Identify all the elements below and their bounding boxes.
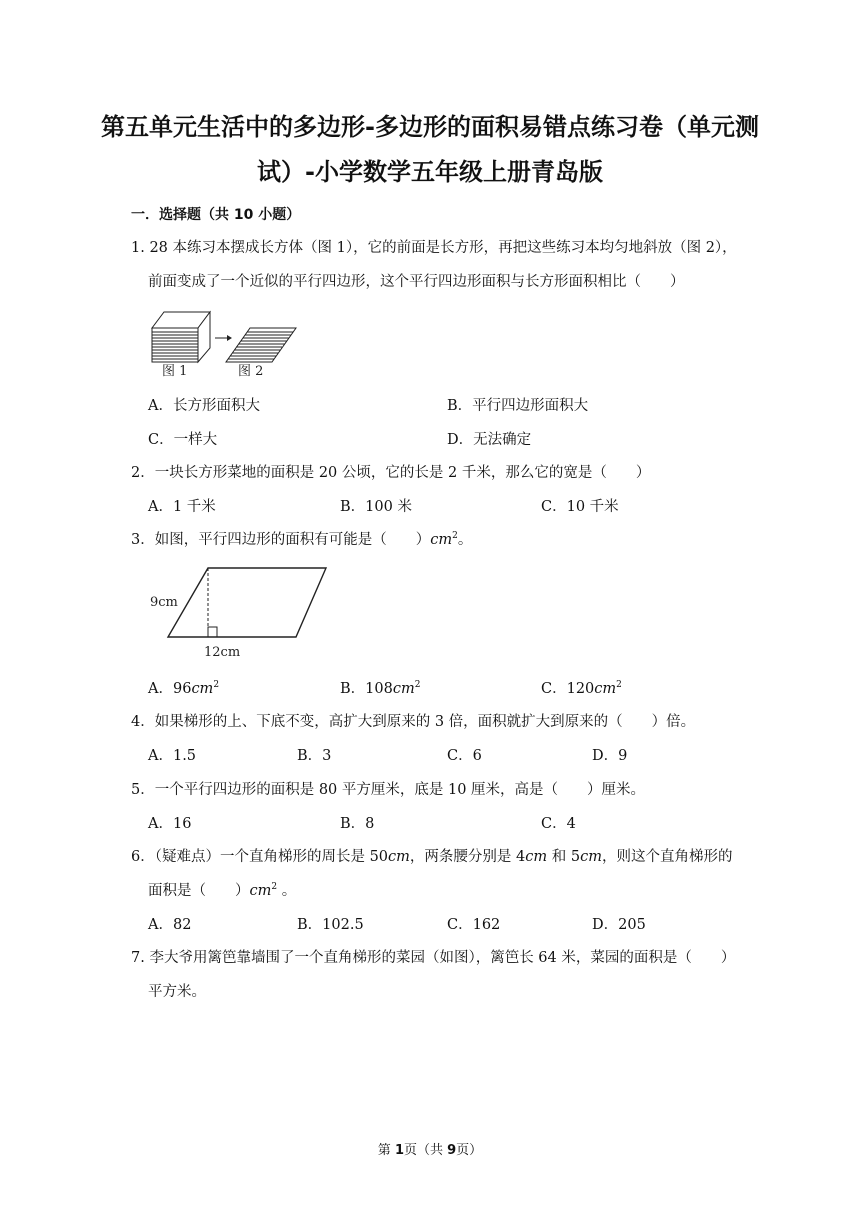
q3-unit: cm — [430, 532, 453, 548]
doc-title-line-2: 试）-小学数学五年级上册青岛版 — [257, 158, 603, 186]
q3-base-label: 12cm — [204, 645, 241, 660]
q3-option-c-label: C．120 — [541, 681, 595, 697]
q7-text-line-1: 7. 李大爷用篱笆靠墙围了一个直角梯形的菜园（如图），篱笆长 64 米，菜园的面积是（ ） — [131, 950, 736, 966]
q3-option-a-exp: 2 — [213, 680, 220, 691]
q6-option-b[interactable]: B．102.5 — [297, 917, 364, 933]
q3-text-end: 。 — [457, 532, 473, 548]
q3-option-c[interactable] — [541, 677, 622, 698]
q6-text-a: 6．（疑难点）一个直角梯形的周长是 50 — [131, 849, 389, 865]
q6-text-c: 和 5 — [547, 849, 581, 865]
footer-text-b: 页（共 — [403, 1143, 448, 1158]
q6-text-f: 。 — [277, 883, 297, 899]
q1-option-a[interactable]: A．长方形面积大 — [148, 398, 260, 414]
page-footer — [0, 1139, 860, 1158]
q6-unit-exp: 2 — [271, 882, 278, 893]
q6-option-c[interactable]: C．162 — [447, 917, 501, 933]
q6-option-d[interactable]: D．205 — [592, 917, 646, 933]
q6-unit-3: cm — [580, 849, 602, 865]
footer-page-number: 1 — [394, 1143, 404, 1158]
q3-option-c-exp: 2 — [616, 680, 622, 691]
footer-text-a: 第 — [377, 1143, 395, 1158]
footer-total-pages: 9 — [447, 1143, 457, 1158]
q5-text-line-1: 5．一个平行四边形的面积是 80 平方厘米，底是 10 厘米，高是（ ）厘米。 — [131, 782, 646, 798]
q4-text-line-1: 4．如果梯形的上、下底不变，高扩大到原来的 3 倍，面积就扩大到原来的（ ）倍。 — [131, 714, 696, 730]
footer-text-c: 页） — [456, 1143, 483, 1158]
q3-option-a-unit: cm — [191, 681, 214, 697]
q3-option-a[interactable] — [148, 677, 219, 698]
q1-arrow-icon — [215, 335, 232, 341]
q6-text-line-2 — [148, 879, 296, 900]
q1-figure-1-box — [152, 312, 210, 362]
q1-option-d[interactable]: D．无法确定 — [447, 432, 532, 448]
q1-text-line-2: 前面变成了一个近似的平行四边形，这个平行四边形面积与长方形面积相比（ ） — [148, 274, 685, 290]
q1-text-line-1: 1. 28 本练习本摆成长方体（图 1），它的前面是长方形，再把这些练习本均匀地斜放（图 2）， — [131, 240, 737, 256]
q3-option-b-unit: cm — [392, 681, 415, 697]
q3-unit-exp: 2 — [452, 531, 458, 542]
q3-option-b-exp: 2 — [414, 680, 421, 691]
q6-unit-2: cm — [525, 849, 548, 865]
q3-option-c-unit: cm — [594, 681, 617, 697]
q3-parallelogram-figure — [148, 562, 330, 660]
q1-fig-label-1: 图 1 — [162, 364, 188, 378]
q3-text-main: 3．如图，平行四边形的面积有可能是（ ） — [131, 532, 431, 548]
q4-option-c[interactable]: C．6 — [447, 748, 482, 764]
q2-option-b[interactable]: B．100 米 — [340, 499, 412, 515]
q1-option-b[interactable]: B．平行四边形面积大 — [447, 398, 589, 414]
q6-text-b: ，两条腰分别是 4 — [409, 849, 526, 865]
q6-text-d: ，则这个直角梯形的 — [601, 849, 733, 865]
q1-figure — [148, 308, 298, 378]
q4-option-a[interactable]: A．1.5 — [148, 748, 197, 764]
q7-text-line-2: 平方米。 — [148, 984, 206, 1000]
q6-unit-4: cm — [249, 883, 272, 899]
doc-title-line-1: 第五单元生活中的多边形-多边形的面积易错点练习卷（单元测 — [101, 113, 759, 141]
q1-fig-label-2: 图 2 — [238, 364, 264, 378]
q6-option-a[interactable]: A．82 — [148, 917, 192, 933]
q6-unit-1: cm — [388, 849, 410, 865]
q1-option-c[interactable]: C．一样大 — [148, 432, 218, 448]
q5-option-c[interactable]: C．4 — [541, 816, 576, 832]
q2-text-line-1: 2．一块长方形菜地的面积是 20 公顷，它的长是 2 千米，那么它的宽是（ ） — [131, 465, 651, 481]
q4-option-b[interactable]: B．3 — [297, 748, 332, 764]
q4-option-d[interactable]: D．9 — [592, 748, 628, 764]
q6-text-e: 面积是（ ） — [148, 883, 250, 899]
q3-side-label: 9cm — [150, 595, 178, 610]
section-heading: 一．选择题（共 10 小题） — [131, 207, 301, 223]
q2-option-a[interactable]: A．1 千米 — [148, 499, 216, 515]
q3-option-a-label: A．96 — [148, 681, 192, 697]
q5-option-a[interactable]: A．16 — [148, 816, 192, 832]
q1-figure-2-parallelogram — [226, 328, 296, 362]
q3-text-line-1 — [131, 528, 472, 549]
q3-parallelogram — [168, 568, 326, 637]
q5-option-b[interactable]: B．8 — [340, 816, 375, 832]
q3-option-b[interactable] — [340, 677, 420, 698]
q3-option-b-label: B．108 — [340, 681, 393, 697]
q6-text-line-1 — [131, 845, 732, 866]
q2-option-c[interactable]: C．10 千米 — [541, 499, 619, 515]
